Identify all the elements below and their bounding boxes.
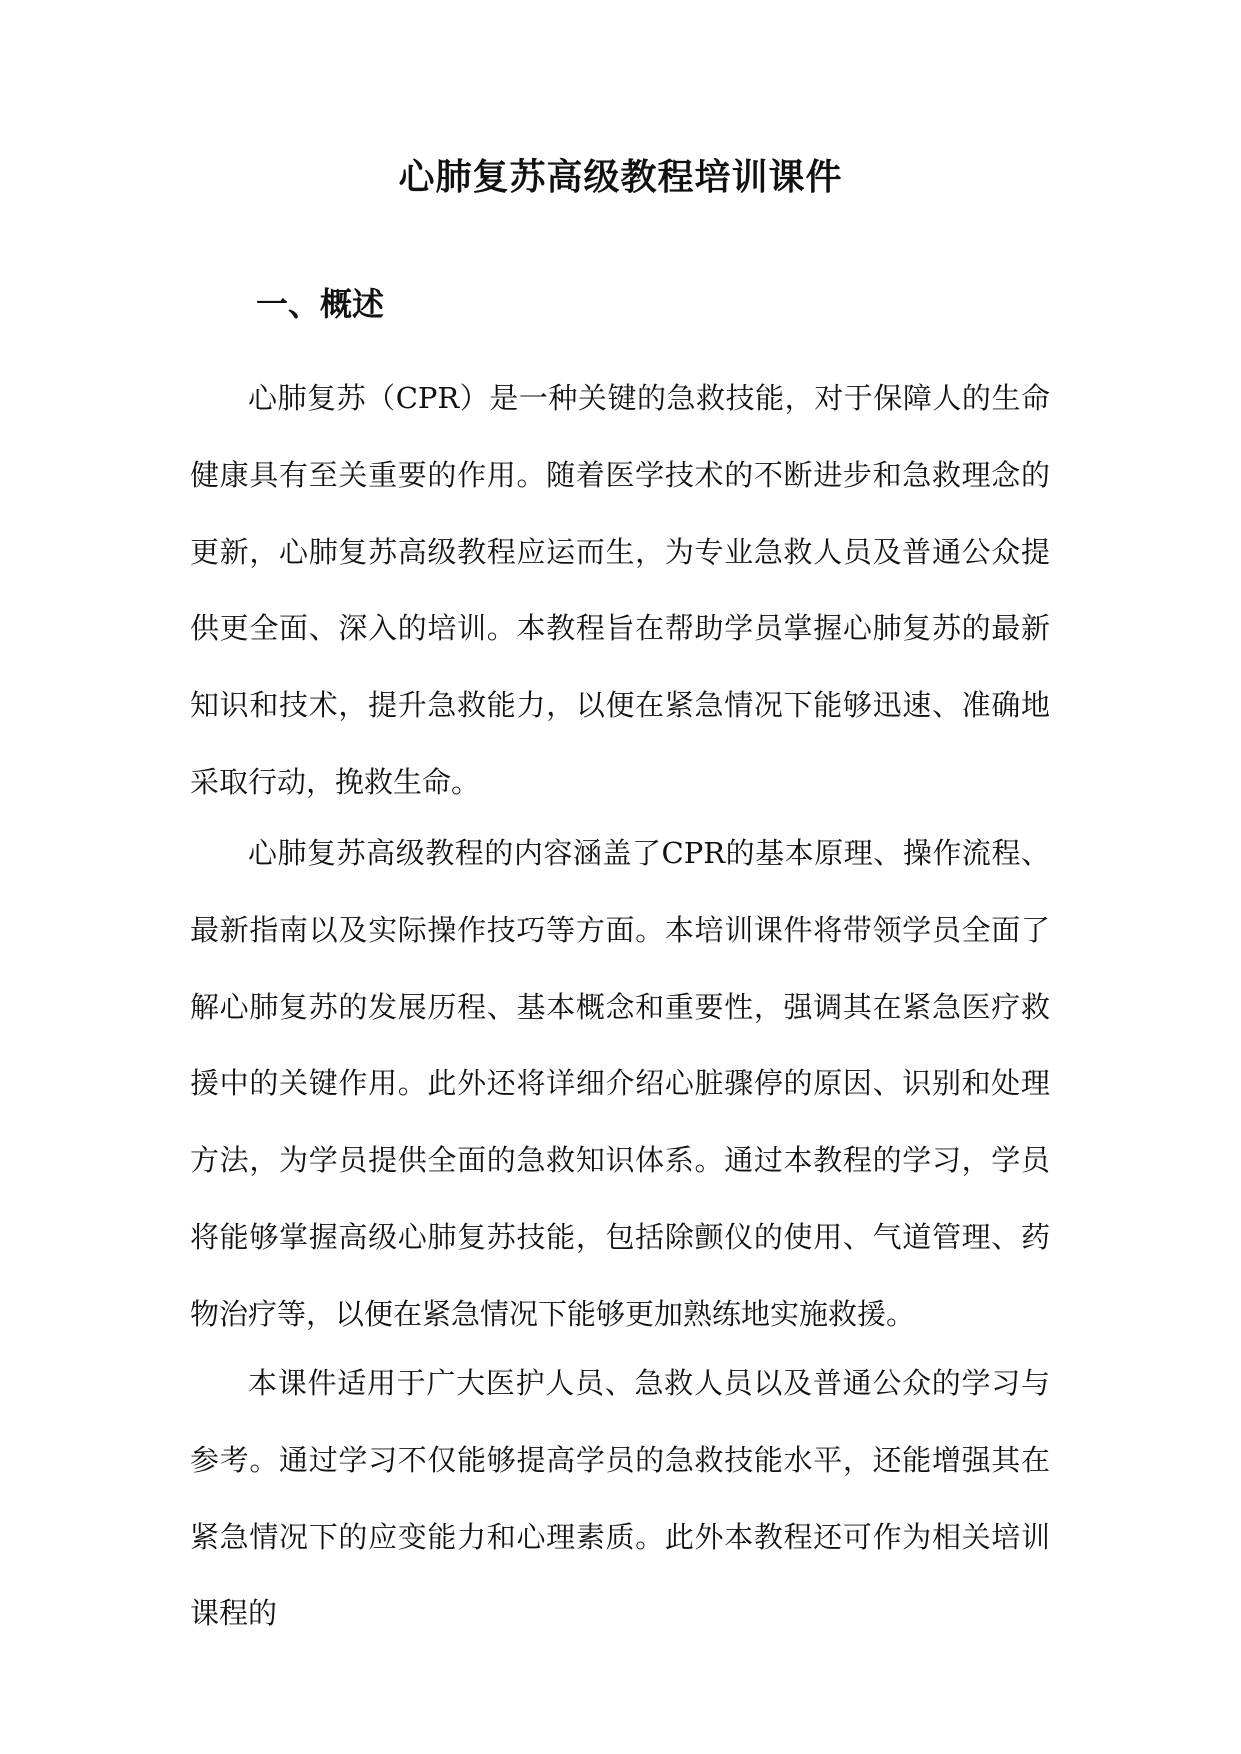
paragraph-overview-1: 心肺复苏（CPR）是一种关键的急救技能，对于保障人的生命健康具有至关重要的作用。随着医学技术的不断进步和急救理念的更新，心肺复苏高级教程应运而生，为专业急救人员及普通公众提供更全面、深入的培训。本教程旨在帮助学员掌握心肺复苏的最新知识和技术，提升急救能力，以便在紧急情况下能够迅速、准确地采取行动，挽救生命。 xyxy=(190,381,1050,799)
paragraph-overview-2: 心肺复苏高级教程的内容涵盖了CPR的基本原理、操作流程、最新指南以及实际操作技巧等方面。本培训课件将带领学员全面了解心肺复苏的发展历程、基本概念和重要性，强调其在紧急医疗救援中的关键作用。此外还将详细介绍心脏骤停的原因、识别和处理方法，为学员提供全面的急救知识体系。通过本教程的学习，学员将能够掌握高级心肺复苏技能，包括除颤仪的使用、气道管理、药物治疗等，以便在紧急情况下能够更加熟练地实施救援。 xyxy=(190,836,1050,1331)
paragraph-overview-3: 本课件适用于广大医护人员、急救人员以及普通公众的学习与参考。通过学习不仅能够提高学员的急救技能水平，还能增强其在紧急情况下的应变能力和心理素质。此外本教程还可作为相关培训课程的 xyxy=(190,1366,1050,1631)
section-heading: 一、概述 xyxy=(256,285,385,323)
document-title: 心肺复苏高级教程培训课件 xyxy=(398,156,843,198)
